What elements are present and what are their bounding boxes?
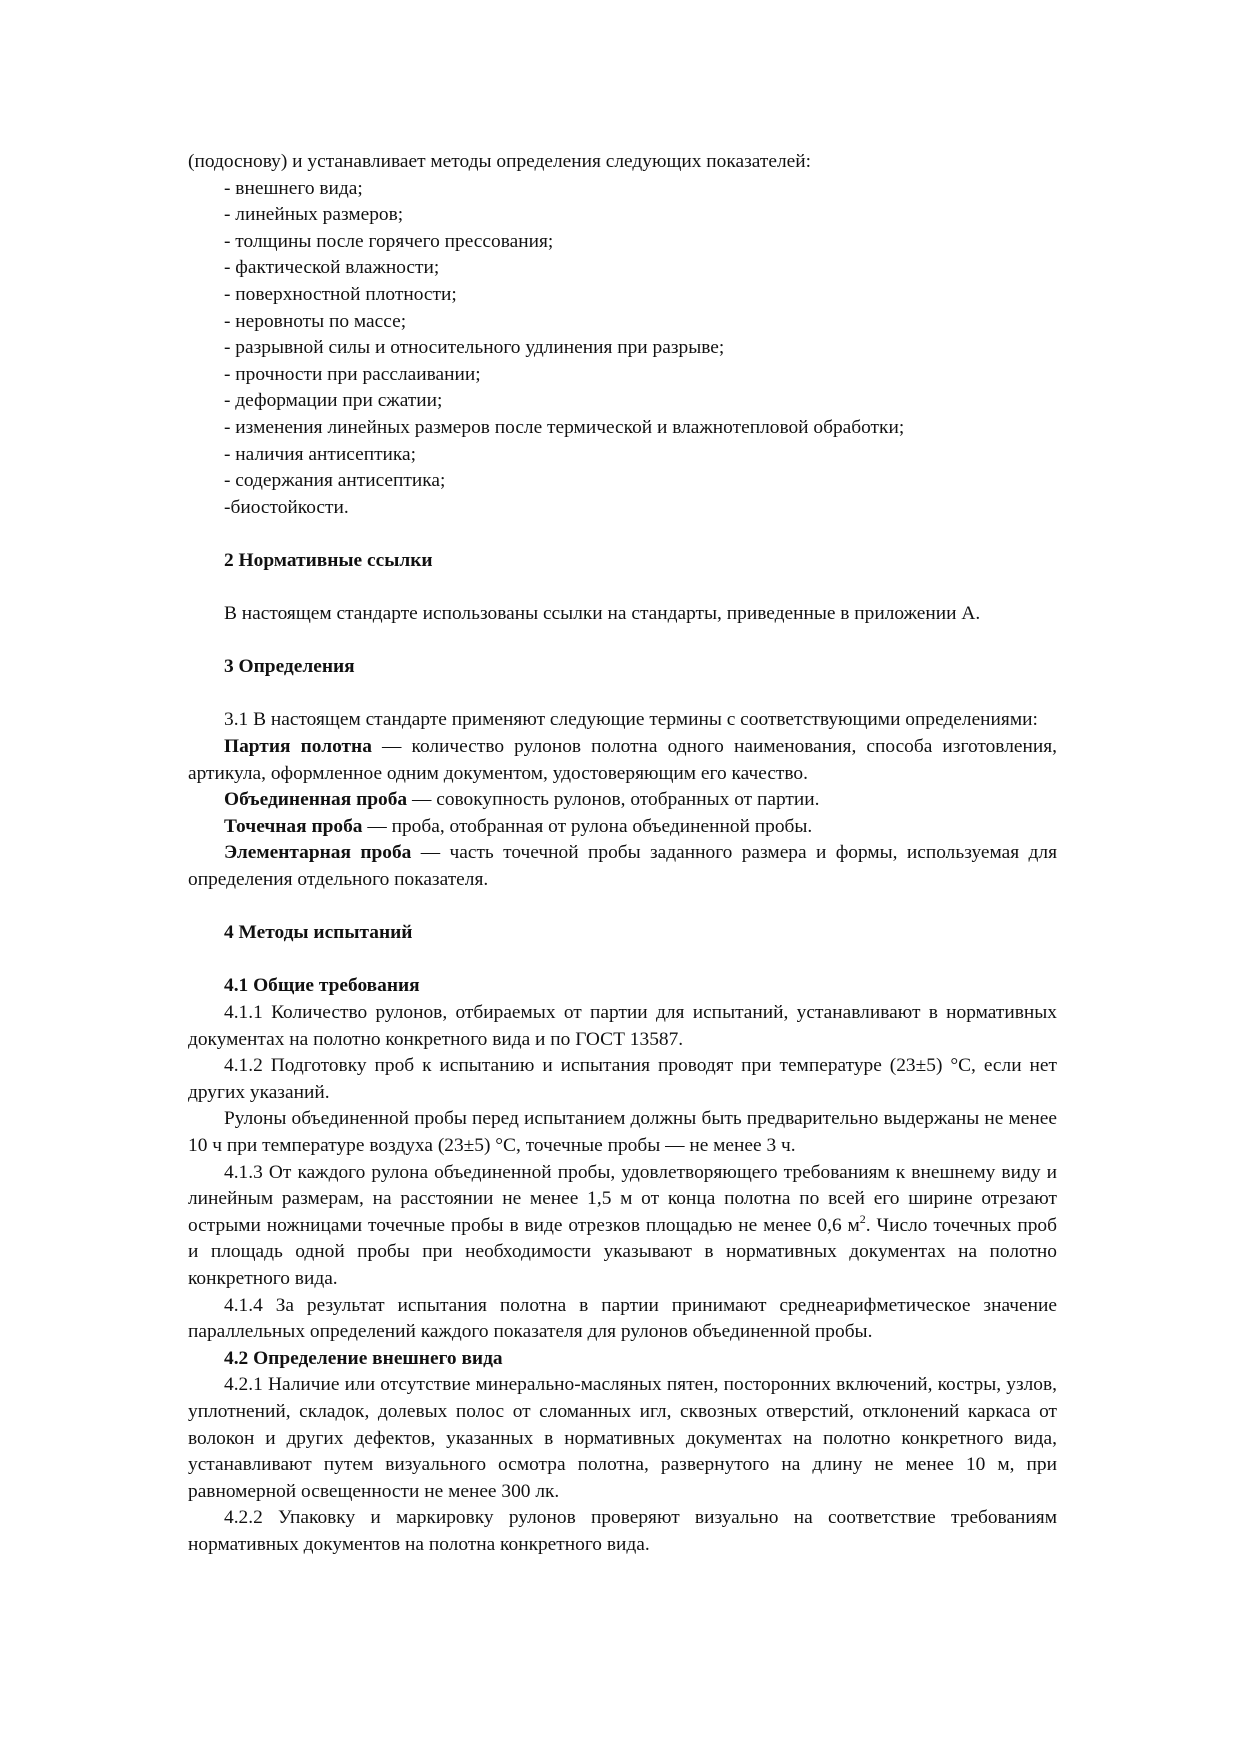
- paragraph-4-1-2: 4.1.2 Подготовку проб к испытанию и испытания проводят при температуре (23±5) °С, если нет других указаний.: [188, 1055, 1057, 1103]
- intro-paragraph: (подоснову) и устанавливает методы определения следующих показателей:: [188, 151, 811, 172]
- list-item: - поверхностной плотности;: [224, 283, 457, 305]
- definition-term: Точечная проба: [224, 815, 363, 837]
- list-item: - фактической влажности;: [224, 257, 440, 279]
- superscript-exponent: 2: [859, 1211, 866, 1226]
- definition-paragraph: [188, 787, 1057, 814]
- list-item: - деформации при сжатии;: [224, 390, 443, 412]
- definition-text: — часть точечной пробы заданного размера и формы, используемая для определения отдельного показателя.: [188, 842, 1057, 891]
- definition-paragraph: [188, 814, 1057, 841]
- paragraph-4-2-2: 4.2.2 Упаковку и маркировку рулонов проверяют визуально на соответствие требованиям нормативных документов на полотна конкретного вида.: [188, 1507, 1057, 1555]
- definition-term: Элементарная проба: [224, 842, 412, 864]
- section-heading-normative-references: 2 Нормативные ссылки: [224, 549, 433, 571]
- indicator-list: [188, 176, 1057, 522]
- paragraph-4-1-3: [188, 1160, 1057, 1293]
- list-item: - линейных размеров;: [224, 204, 404, 226]
- list-item: - толщины после горячего прессования;: [224, 230, 554, 252]
- definition-term: Объединенная проба: [224, 789, 408, 811]
- list-item: - прочности при расслаивании;: [224, 363, 481, 385]
- list-item: - наличия антисептика;: [224, 443, 417, 465]
- list-item: - разрывной силы и относительного удлинения при разрыве;: [224, 337, 725, 359]
- paragraph-4-1-2-conditioning: Рулоны объединенной пробы перед испытанием должны быть предварительно выдержаны не менее 10 ч при температуре воздуха (23±5) °С, точечные пробы — не менее 3 ч.: [188, 1108, 1057, 1156]
- definition-paragraph: [188, 734, 1057, 787]
- paragraph-4-1-4: 4.1.4 За результат испытания полотна в партии принимают среднеарифметическое значение параллельных определений каждого показателя для рулонов объединенной пробы.: [188, 1294, 1057, 1343]
- list-item: -биостойкости.: [224, 496, 349, 518]
- paragraph-4-2-1: 4.2.1 Наличие или отсутствие минерально-масляных пятен, посторонних включений, костры, узлов, уплотнений, складок, долевых полос от сломанных игл, сквозных отверстий, отклонений каркаса от волокон и других дефектов, указанных в нормативных документах на полотно конкретного вида, устанавливают путем визуального осмотра полотна, развернутого на длину не менее 10 м, при равномерной освещенности не менее 300 лк.: [188, 1374, 1057, 1502]
- subsection-heading-appearance: 4.2 Определение внешнего вида: [224, 1347, 503, 1369]
- definition-text: — совокупность рулонов, отобранных от партии.: [407, 789, 820, 811]
- list-item: - изменения линейных размеров после термической и влажнотепловой обработки;: [224, 416, 905, 438]
- paragraph-4-1-1: 4.1.1 Количество рулонов, отбираемых от партии для испытаний, устанавливают в нормативных документах на полотно конкретного вида и по ГОСТ 13587.: [188, 1002, 1057, 1050]
- subsection-heading-general-requirements: 4.1 Общие требования: [224, 975, 420, 997]
- section-heading-definitions: 3 Определения: [224, 656, 355, 678]
- definitions-intro-paragraph: 3.1 В настоящем стандарте применяют следующие термины с соответствующими определениями:: [224, 709, 1038, 731]
- section-heading-test-methods: 4 Методы испытаний: [224, 922, 413, 944]
- paragraph-4-1-3-text-b: . Число точечных проб и площадь одной пробы при необходимости указывают в нормативных документах на полотно конкретного вида.: [188, 1214, 1057, 1289]
- definition-text: — проба, отобранная от рулона объединенной пробы.: [362, 815, 813, 837]
- list-item: - внешнего вида;: [224, 177, 363, 199]
- paragraph-4-1-3-text-a: 4.1.3 От каждого рулона объединенной пробы, удовлетворяющего требованиям к внешнему виду и линейным размерам, на расстоянии не менее 1,5 м от конца полотна по всей его ширине отрезают острыми ножницами точечные пробы в виде отрезков площадью не менее 0,6 м: [188, 1161, 1057, 1236]
- list-item: - неровноты по массе;: [224, 310, 407, 332]
- definition-paragraph: [188, 840, 1057, 893]
- list-item: - содержания антисептика;: [224, 470, 446, 492]
- definition-term: Партия полотна: [224, 736, 372, 758]
- normative-references-paragraph: В настоящем стандарте использованы ссылки на стандарты, приведенные в приложении А.: [224, 603, 981, 625]
- definition-text: — количество рулонов полотна одного наименования, способа изготовления, артикула, оформленное одним документом, удостоверяющим его качество.: [188, 736, 1057, 784]
